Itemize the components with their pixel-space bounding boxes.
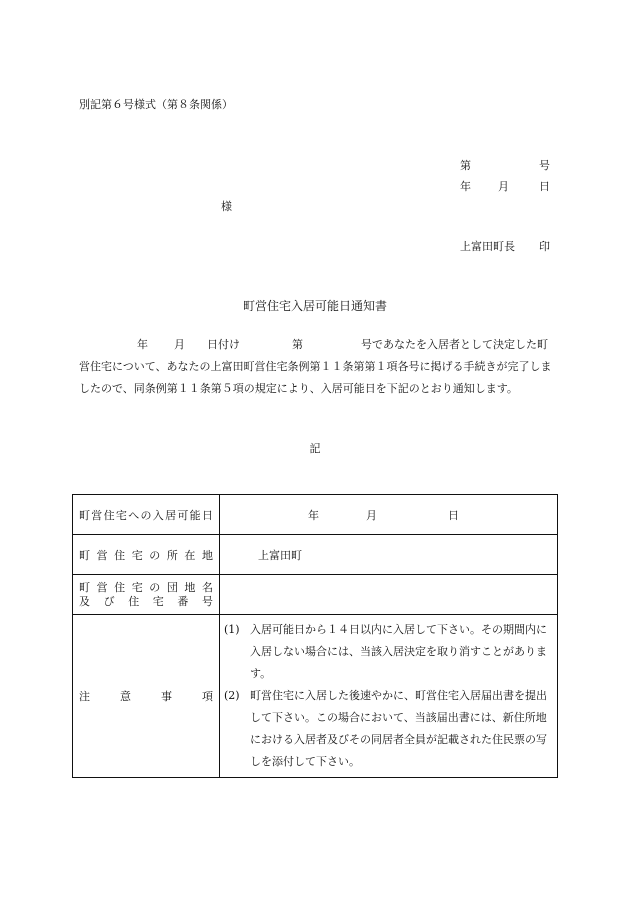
month-label: 月 bbox=[498, 180, 509, 193]
go-label: 号 bbox=[539, 159, 550, 172]
table-row bbox=[73, 575, 558, 615]
notes-cell bbox=[220, 615, 558, 778]
move-in-date-value bbox=[220, 495, 558, 535]
issuer-name: 上富田町長 bbox=[460, 240, 515, 253]
day-label: 日 bbox=[539, 180, 550, 193]
table-row bbox=[73, 535, 558, 575]
note-number: (2) bbox=[224, 689, 240, 702]
note-number: (1) bbox=[224, 623, 240, 636]
body-date-suffix: 日付け bbox=[207, 338, 240, 351]
note-item bbox=[224, 685, 551, 773]
body-main-text: 号であなたを入居者として決定した町営住宅について、あなたの上富田町営住宅条例第１１条第第１項各号に掲げる手続きが完了しましたので、同条例第１１条第５項の規定により、入居可能日を下記のとおり通知します。 bbox=[79, 338, 552, 395]
body-month: 月 bbox=[174, 338, 185, 351]
dai-label: 第 bbox=[460, 159, 471, 172]
complex-name-value bbox=[220, 575, 558, 615]
body-paragraph bbox=[79, 334, 553, 400]
table-row bbox=[73, 615, 558, 778]
note-text: 入居可能日から１４日以内に入居して下さい。その期間内に入居しない場合には、当該入居決定を取り消すことがあります。 bbox=[250, 623, 547, 680]
day-label: 日 bbox=[448, 508, 459, 522]
note-text: 町営住宅に入居した後速やかに、町営住宅入居届出書を提出して下さい。この場合において、当該届出書には、新住所地における入居者及びその同居者全員が記載された住民票の写しを添付して下さい。 bbox=[250, 689, 547, 768]
addressee-suffix: 様 bbox=[221, 200, 232, 213]
location-label: 町 営 住 宅 の 所 在 地 bbox=[73, 535, 220, 575]
location-value: 上富田町 bbox=[220, 535, 558, 575]
issuer-line bbox=[460, 238, 550, 254]
body-year: 年 bbox=[137, 338, 148, 351]
seal-mark: 印 bbox=[539, 240, 550, 253]
year-label: 年 bbox=[460, 180, 471, 193]
info-table bbox=[72, 494, 558, 778]
month-label: 月 bbox=[366, 508, 377, 522]
form-number-label: 別記第６号様式（第８条関係） bbox=[79, 98, 233, 111]
note-item bbox=[224, 619, 551, 685]
complex-name-label: 町 営 住 宅 の 団 地 名 及 び 住 宅 番 号 bbox=[73, 575, 220, 615]
body-dai: 第 bbox=[292, 338, 303, 351]
document-title: 町営住宅入居可能日通知書 bbox=[242, 299, 387, 313]
notes-label: 注 意 事 項 bbox=[73, 615, 220, 778]
table-row bbox=[73, 495, 558, 535]
year-label: 年 bbox=[308, 508, 319, 522]
move-in-date-label: 町 営 住 宅 へ の 入 居 可 能 日 bbox=[73, 495, 220, 535]
ki-heading: 記 bbox=[309, 442, 321, 455]
